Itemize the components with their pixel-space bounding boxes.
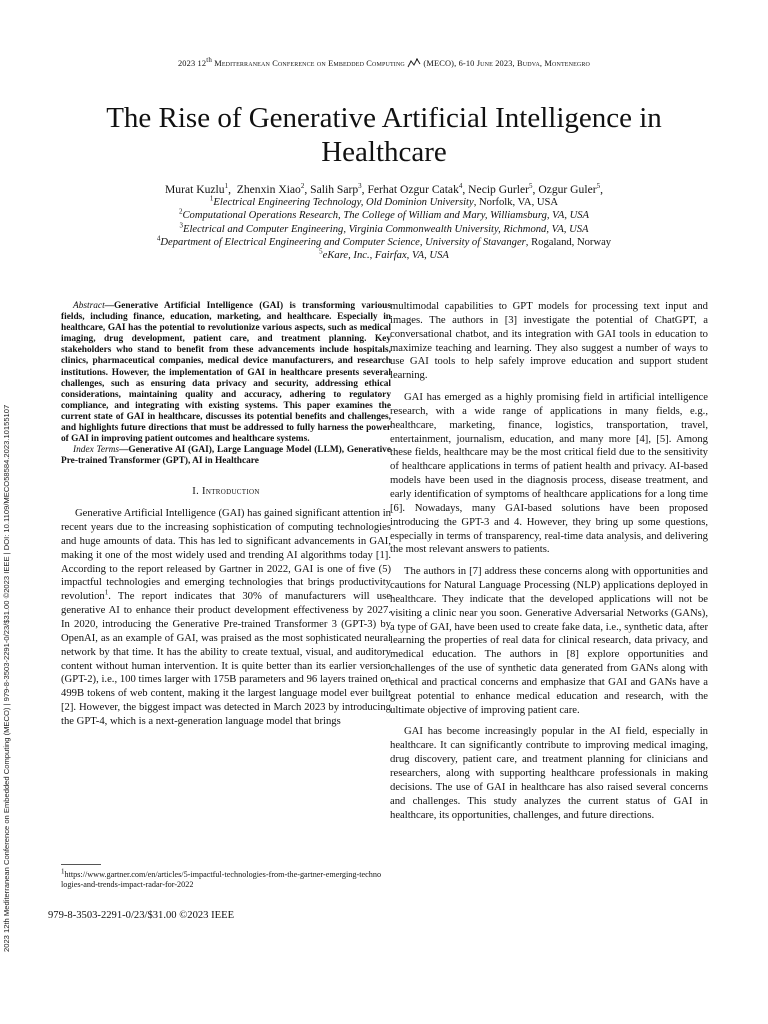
header-meco-details: (MECO), 6-10 June 2023, Budva, Montenegro bbox=[423, 59, 591, 68]
affiliation-location: , Norfolk, VA, USA bbox=[473, 197, 559, 209]
affiliation bbox=[40, 209, 728, 222]
affiliation-italic: Computational Operations Research, The College of William and Mary, Williamsburg, VA, USA bbox=[182, 210, 590, 222]
affiliation-italic: Department of Electrical Engineering and Computer Science, University of Stavanger bbox=[160, 236, 526, 248]
author-mark: 3 bbox=[358, 182, 362, 191]
affiliation-italic: Electrical and Computer Engineering, Virginia Commonwealth University, Richmond, VA, USA bbox=[182, 223, 589, 235]
body-paragraph: GAI has emerged as a highly promising field in artificial intelligence research, with a wide range of applications in many fields, e.g., healthcare, marketing, finance, logistics, transportation, travel, entertainment, journalism, education, and many more [4], [5]. Among these fields, healthcare may be the most critical field due to the sensitivity of healthcare applications in terms of patient health and privacy. AI-based models have been used in the diagnosis process, disease treatment, and early identification of symptoms of healthcare applications for a long time [6]. Nowadays, many GAI-based solutions have been proposed introducing the GPT-3 and 4. However, they bring up some questions, especially in terms of transparency, real-time data analysis, and delivering the most relevant answers to patients. bbox=[390, 392, 708, 556]
affiliation-mark: 5 bbox=[319, 247, 323, 256]
affiliation-mark: 3 bbox=[179, 221, 183, 230]
author-mark: 5 bbox=[529, 182, 533, 191]
body-paragraph: multimodal capabilities to GPT models for processing text input and images. The authors in [3] investigate the potential of ChatGPT, a conversational chatbot, and its integration with GAI tools in education to maximize teaching and learning. They also suggest a number of ways to use GAI tools to help safely improve education and support student learning. bbox=[390, 301, 708, 382]
index-terms-label: Index Terms bbox=[73, 445, 120, 456]
affiliation bbox=[40, 236, 728, 249]
header-conference: Mediterranean Conference on Embedded Computing bbox=[214, 59, 405, 68]
affiliation-mark: 1 bbox=[209, 194, 214, 203]
section-heading bbox=[61, 485, 391, 499]
section-title: Introduction bbox=[202, 486, 260, 498]
body-paragraph: The authors in [7] address these concerns along with opportunities and cautions for Natural Language Processing (NLP) applications deployed in healthcare. They indicate that the developed applications will not be visiting a clinic near you soon. Generative Adversarial Networks (GANs), a type of GAI, have been used to create fake data, i.e., synthetic data, after learning the properties of real data for clinical research, data privacy, and medical education. The authors in [8] explore opportunities and challenges of the use of synthetic data generated from GANs along with ethical and practical concerns and emphasize that GAI and GANs have a great potential to enhance medical education and research, with the ultimate objective of improving patient care. bbox=[390, 566, 708, 716]
affiliation-mark: 2 bbox=[178, 207, 183, 216]
intro-text-a: Generative Artificial Intelligence (GAI) has gained significant attention in recent years due to the increasing sophistication of computing technologies and huge amounts of data. This has led to significant advancements in GAI, making it one of the most widely used and trending AI algorithms today [1]. According to the report released by Gartner in 2022, GAI is one of five (5) impactful technologies and emerging technologies that brings productivity revolution bbox=[61, 508, 391, 603]
author-mark: 1 bbox=[224, 182, 229, 191]
author-name: Ferhat Ozgur Catak bbox=[367, 183, 459, 196]
abstract bbox=[61, 301, 391, 445]
footnote bbox=[61, 867, 383, 890]
affiliation-location: , Rogaland, Norway bbox=[525, 236, 612, 248]
paper-title: The Rise of Generative Artificial Intelligence in Healthcare bbox=[106, 102, 662, 168]
abstract-label: Abstract bbox=[73, 301, 105, 311]
author-mark: 5 bbox=[596, 182, 601, 191]
right-column bbox=[390, 300, 708, 830]
author-mark: 4 bbox=[458, 182, 463, 191]
intro-paragraph bbox=[61, 507, 391, 729]
author-block bbox=[40, 183, 728, 262]
footnote-url: https://www.gartner.com/en/articles/5-impactful-technologies-from-the-gartner-emerging-technologies-and-trends-impact-radar-for-2022 bbox=[61, 870, 382, 889]
header-year: 2023 12 bbox=[177, 59, 207, 68]
footnote-divider bbox=[61, 864, 101, 865]
section-number: I. bbox=[192, 486, 200, 498]
author-name: Salih Sarp bbox=[310, 183, 359, 196]
footnote-ref: 1 bbox=[104, 588, 109, 597]
index-terms bbox=[61, 445, 391, 467]
author-name: Ozgur Guler bbox=[538, 183, 597, 196]
affiliation bbox=[40, 249, 728, 262]
header-year-sup: th bbox=[206, 56, 212, 65]
meco-logo-icon bbox=[407, 58, 421, 68]
author-mark: 2 bbox=[300, 182, 305, 191]
affiliation-mark: 4 bbox=[156, 234, 161, 243]
left-column bbox=[61, 301, 391, 736]
author-name: Murat Kuzlu bbox=[165, 183, 225, 196]
footnote-mark: 1 bbox=[61, 867, 65, 876]
affiliation bbox=[40, 196, 728, 209]
index-terms-text: —Generative AI (GAI), Large Language Model (LLM), Generative Pre-trained Transformer (GPT), AI in Healthcare bbox=[61, 445, 392, 467]
author-names: Murat Kuzlu$^1$, Zhenxin Xiao$^2$, Salih Sarp$^3$, Ferhat Ozgur Catak$^4$, Necip Gurler$^5$, Ozgur Guler$^5$, bbox=[165, 182, 603, 196]
affiliation bbox=[40, 223, 728, 236]
author-name: Necip Gurler bbox=[468, 183, 530, 196]
abstract-text: —Generative Artificial Intelligence (GAI) is transforming various fields, including finance, education, marketing, and healthcare. Especially in healthcare, GAI has the potential to revolutionize various aspects, such as medical imaging, drug development, patient care, and treatment planning. Key stakeholders who stand to benefit from these advancements include hospitals, clinics, pharmaceutical companies, medical device manufacturers, and research institutions. However, the implementation of GAI in healthcare presents several challenges, such as ensuring data privacy and security, addressing ethical considerations, maintaining quality and accuracy, adhering to regulatory compliance, and integrating with existing systems. This paper examines the current state of GAI in healthcare, discusses its potential benefits and challenges, and highlights future directions that must be addressed to fully harness the power of GAI in improving patient outcomes and healthcare systems. bbox=[61, 301, 391, 445]
affiliation-italic: eKare, Inc., Fairfax, VA, USA bbox=[322, 250, 449, 262]
author-name: Zhenxin Xiao bbox=[236, 183, 301, 196]
side-doi-strip: 2023 12th Mediterranean Conference on Embedded Computing (MECO) | 979-8-3503-2291-0/23/$31.00 ©2023 IEEE | DOI: 10.1109/MECO58584.2023.10155107 bbox=[2, 404, 11, 952]
affiliation-italic: Electrical Engineering Technology, Old Dominion University bbox=[213, 197, 474, 209]
intro-text-b: . The report indicates that 30% of manufacturers will use generative AI to enhance their product development effectiveness by 2027. In 2020, introducing the Generative Pre-trained Transformer 3 (GPT-3) by OpenAI, as an example of GAI, was praised as the most sophisticated neural network by that time. It has the ability to create textual, visual, and auditory content without human intervention. It is quite better than its earlier version (GPT-2), i.e., 100 times larger with 175B parameters and 96 layers trained on 499B tokens of web content, making it the largest language model ever built [2]. However, the biggest impact was detected in March 2023 by introducing the GPT-4, which is a next-generation language model that brings bbox=[61, 591, 391, 727]
running-header bbox=[0, 58, 768, 68]
body-paragraph: GAI has become increasingly popular in the AI field, especially in healthcare. It can significantly contribute to improving medical imaging, drug discovery, patient care, and treatment planning for clinicians and researchers, along with supporting healthcare professionals in making decisions. The use of GAI in healthcare has also raised several concerns and challenges. This study analyzes the current status of GAI in healthcare, its opportunities, challenges, and future directions. bbox=[390, 726, 708, 821]
copyright-line: 979-8-3503-2291-0/23/$31.00 ©2023 IEEE bbox=[48, 910, 235, 921]
